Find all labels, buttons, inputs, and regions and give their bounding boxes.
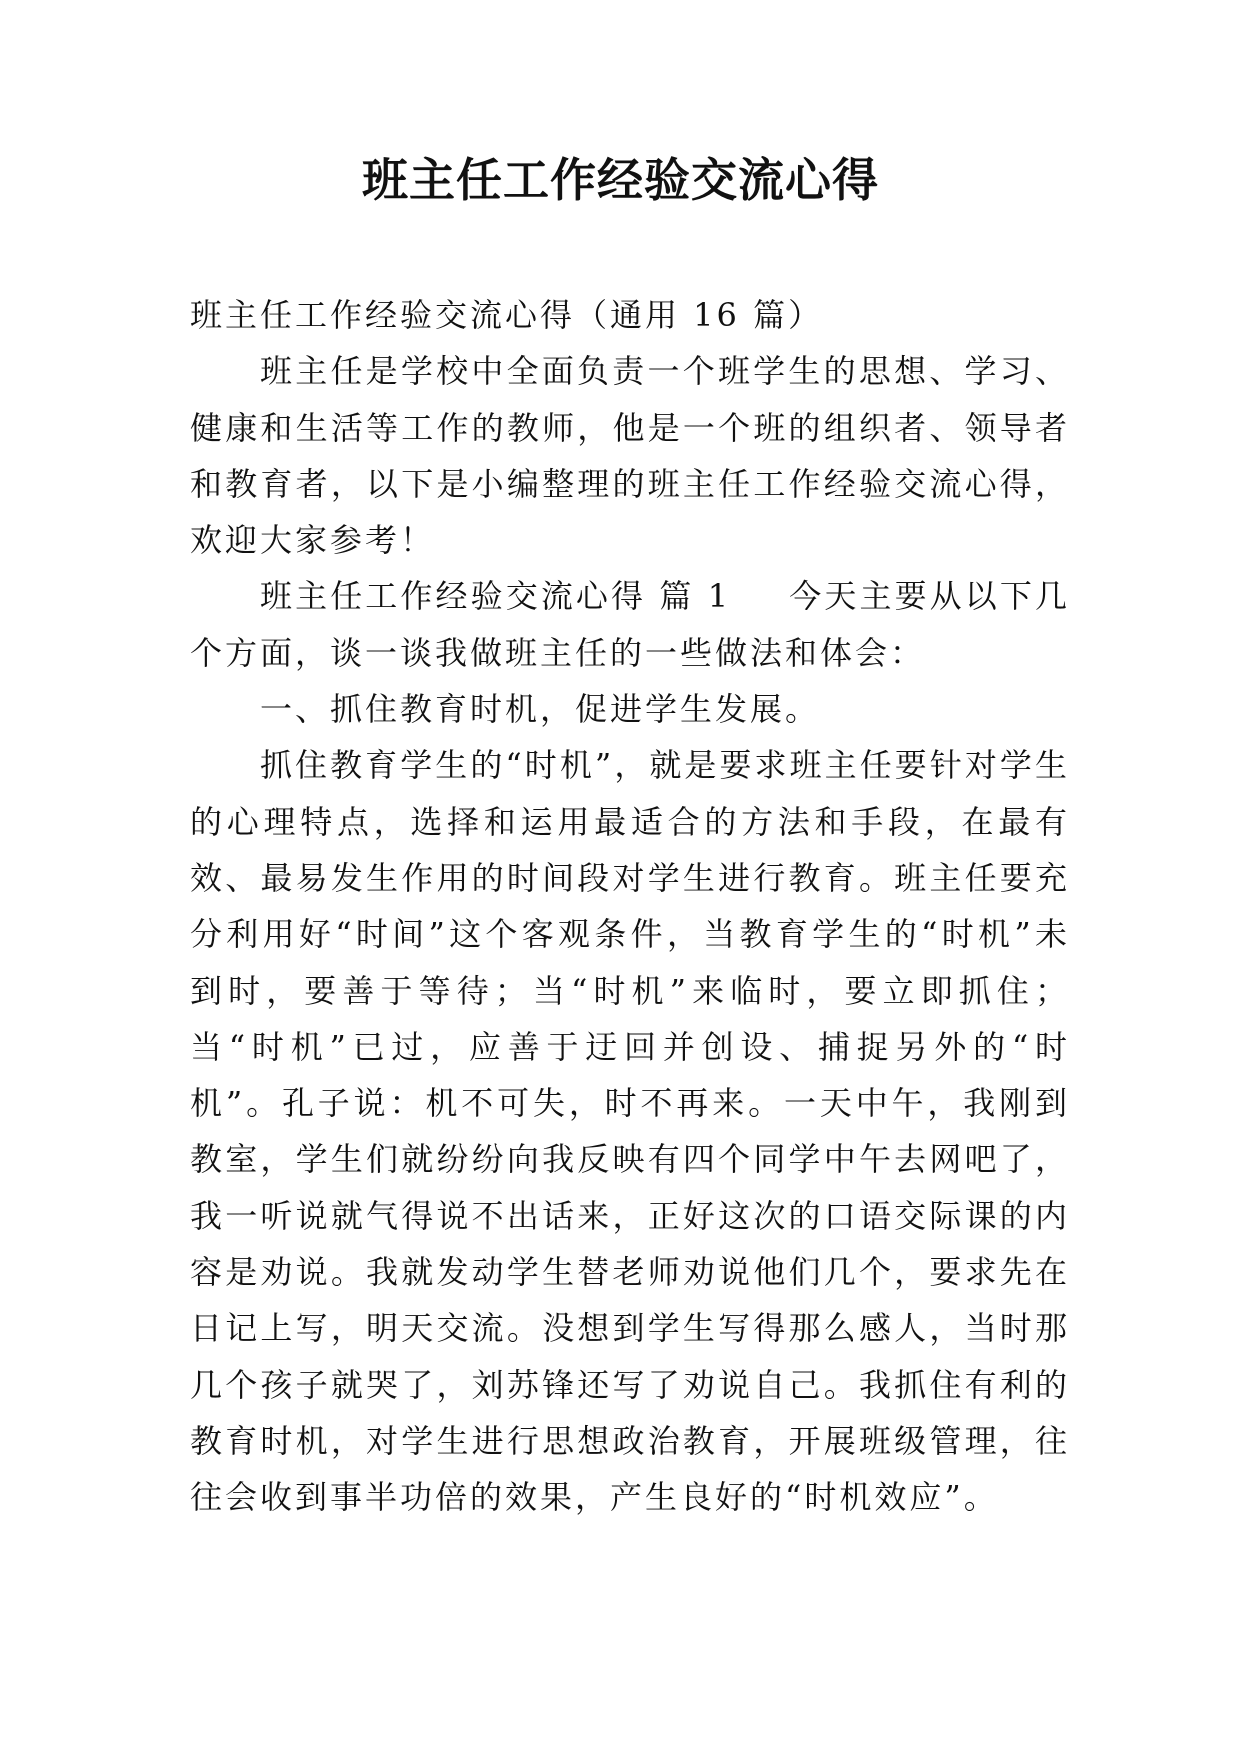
section-1-heading: 班主任工作经验交流心得 篇 1 xyxy=(260,577,732,616)
body-paragraph-1: 抓住教育学生的“时机”，就是要求班主任要针对学生的心理特点，选择和运用最适合的方法和手段，在最有效、最易发生作用的时间段对学生进行教育。班主任要充分利用好“时间”这个客观条件，当教育学生的“时机”未到时，要善于等待；当“时机”来临时，要立即抓住；当“时机”已过，应善于迂回并创设、捕捉另外的“时机”。孔子说：机不可失，时不再来。一天中午，我刚到教室，学生们就纷纷向我反映有四个同学中午去网吧了，我一听说就气得说不出话来，正好这次的口语交际课的内容是劝说。我就发动学生替老师劝说他们几个，要求先在日记上写，明天交流。没想到学生写得那么感人，当时那几个孩子就哭了，刘苏锋还写了劝说自己。我抓住有利的教育时机，对学生进行思想政治教育，开展班级管理，往往会收到事半功倍的效果，产生良好的“时机效应”。 xyxy=(190,746,1070,1517)
point-1-heading: 一、抓住教育时机，促进学生发展。 xyxy=(260,690,821,729)
section-1-paragraph xyxy=(190,568,1070,681)
document-title: 班主任工作经验交流心得 xyxy=(362,153,879,207)
document-body xyxy=(190,287,1070,1526)
document-subtitle: 班主任工作经验交流心得（通用 16 篇） xyxy=(190,296,824,334)
intro-paragraph: 班主任是学校中全面负责一个班学生的思想、学习、健康和生活等工作的教师，他是一个班的组织者、领导者和教育者，以下是小编整理的班主任工作经验交流心得，欢迎大家参考！ xyxy=(190,352,1070,560)
section-1-lead: 今天主要从以下几个方面，谈一谈我做班主任的一些做法和体会： xyxy=(190,577,1070,672)
